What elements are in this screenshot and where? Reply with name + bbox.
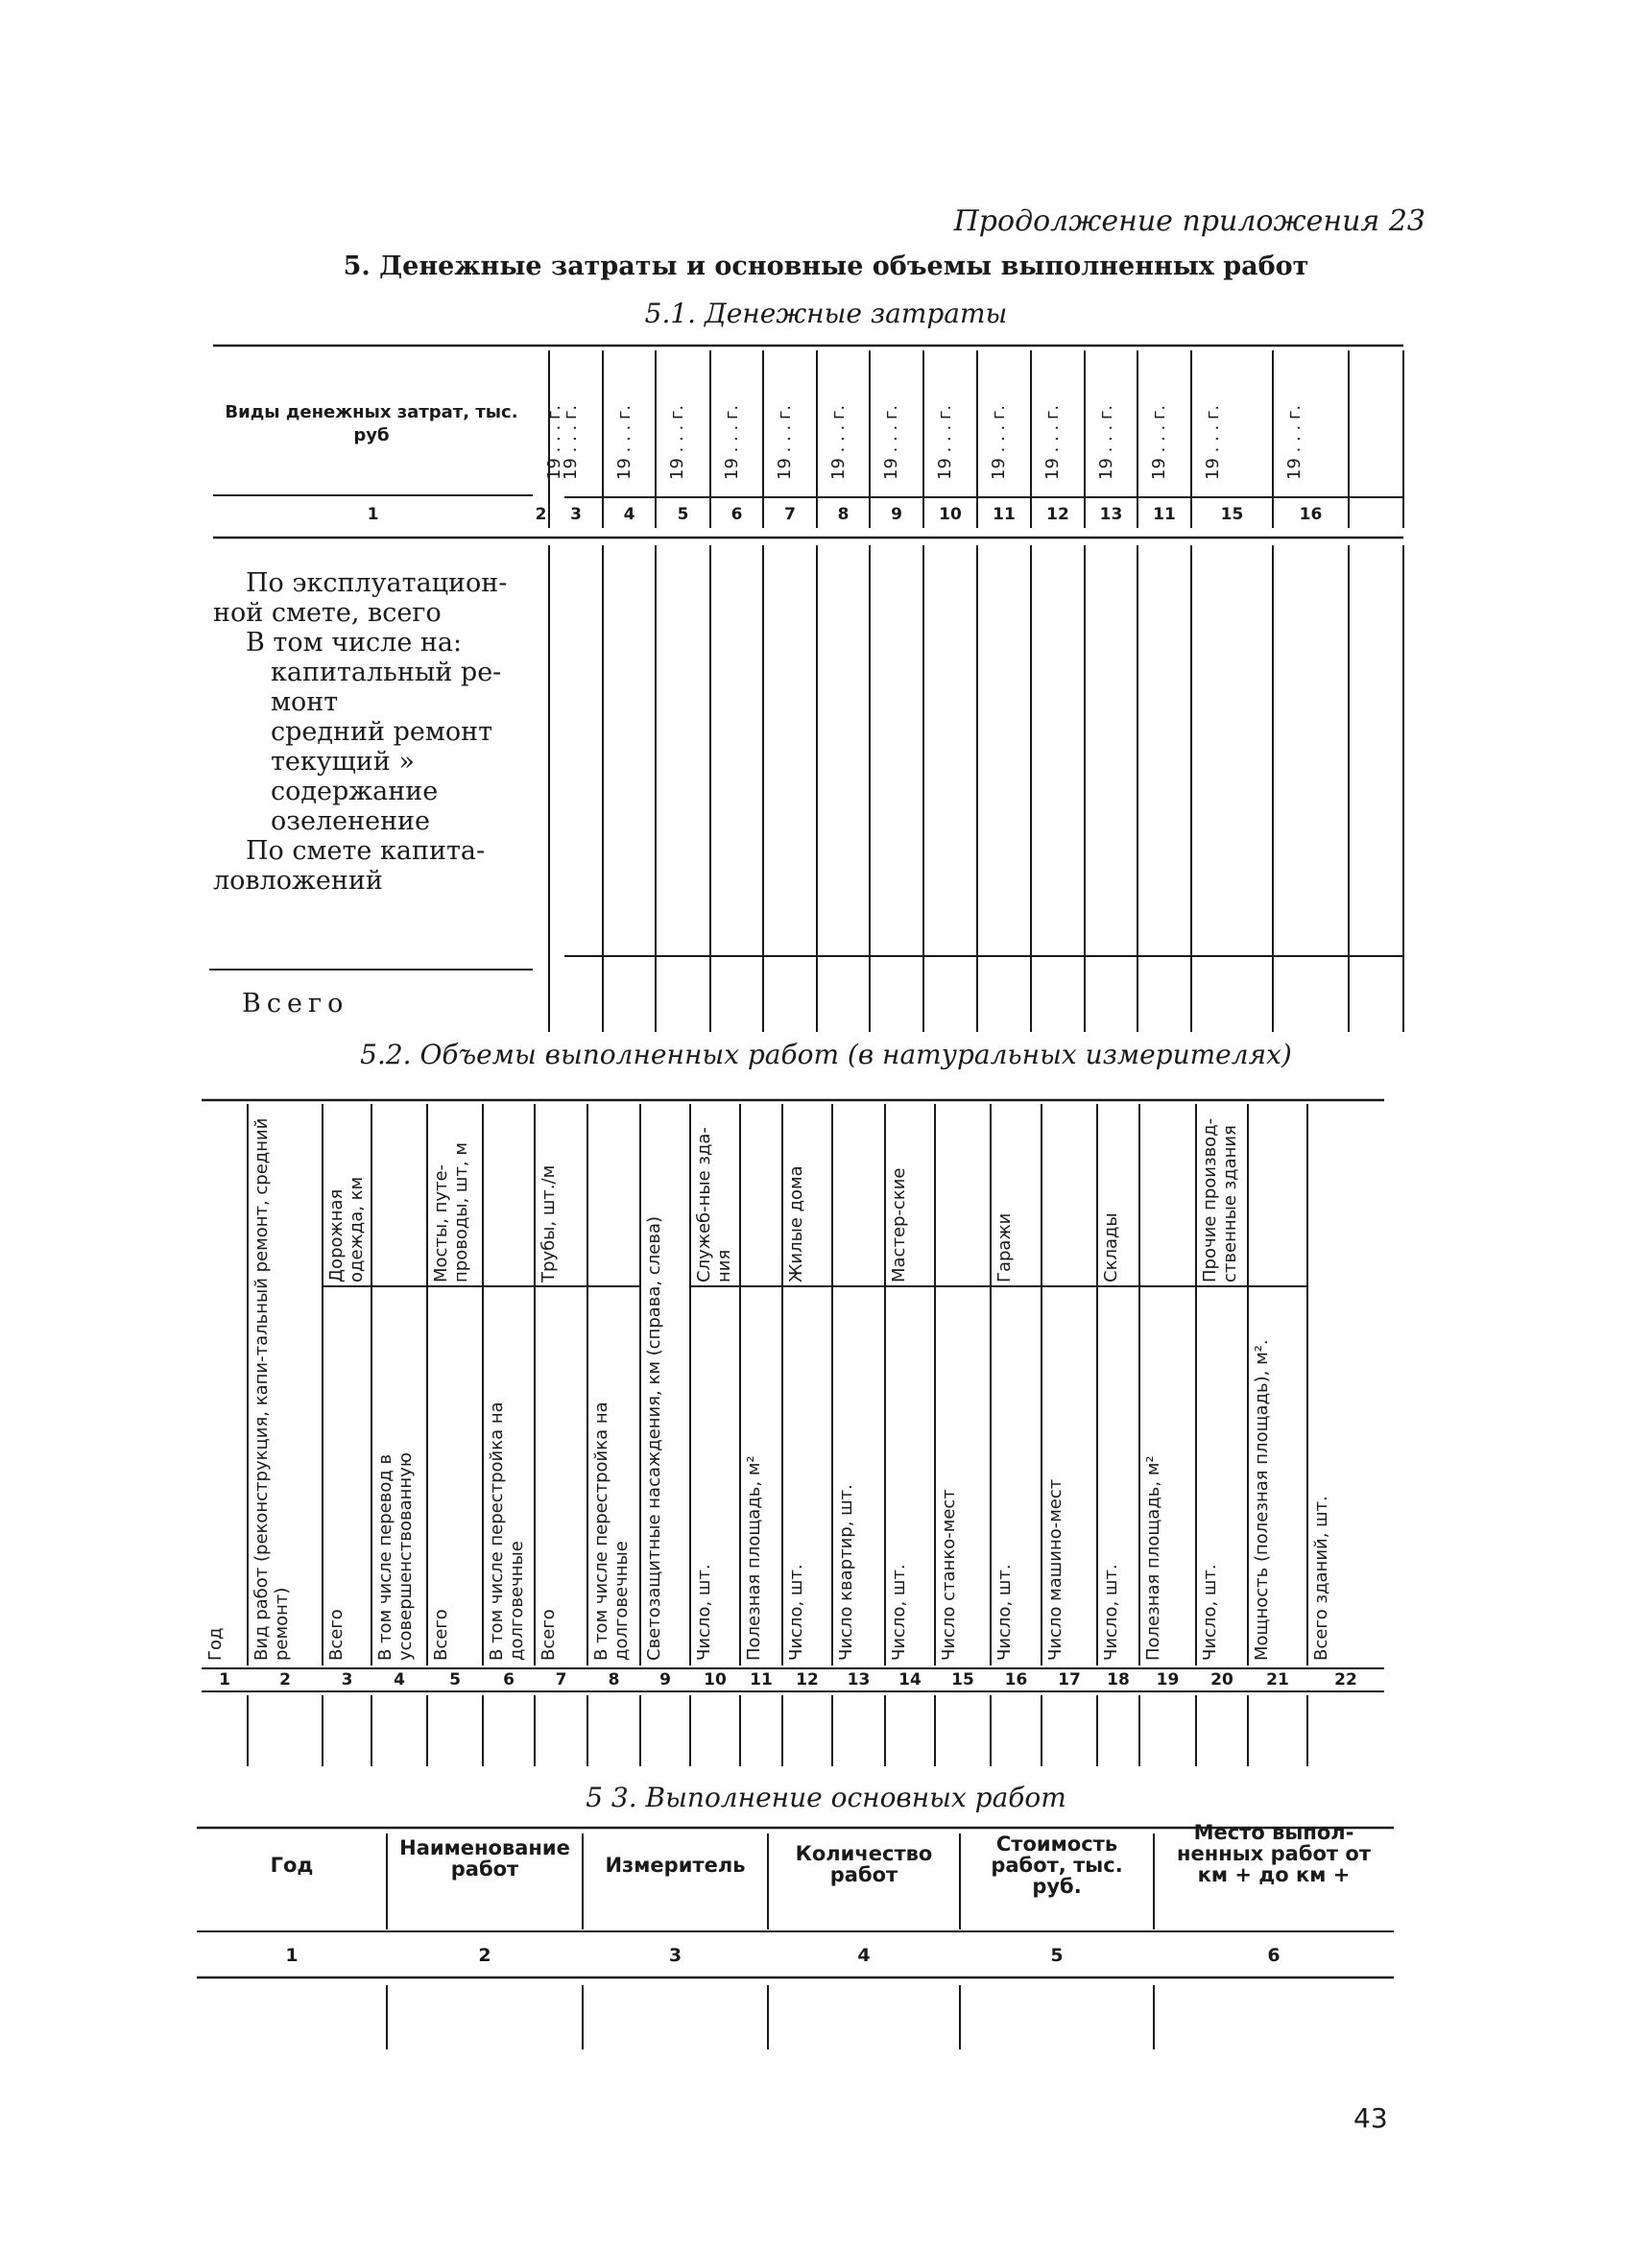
- year-column-header: 19 . . . г.: [544, 404, 564, 480]
- column-number: 6: [503, 1670, 515, 1690]
- column-number: 20: [1210, 1670, 1233, 1690]
- column-number: 4: [394, 1670, 405, 1690]
- column-number: 8: [608, 1670, 620, 1690]
- column-number: 14: [898, 1670, 922, 1690]
- money-types-header: Виды денежных затрат, тыс. руб: [225, 402, 518, 445]
- column-header: В том числе перевод в усовершенствованную: [375, 1452, 416, 1661]
- column-header: Всего: [539, 1609, 559, 1661]
- column-number: 4: [623, 505, 635, 524]
- column-number: 5: [1050, 1945, 1064, 1966]
- column-header: Число, шт.: [786, 1564, 806, 1661]
- column-number: 7: [555, 1670, 567, 1690]
- column-number: 15: [951, 1670, 974, 1690]
- column-header: Число, шт.: [1200, 1564, 1220, 1661]
- group-header: Мосты, путе-проводы, шт, м: [431, 1142, 471, 1282]
- group-header: Трубы, шт./м: [539, 1164, 559, 1282]
- subsection-title-5-2: 5.2. Объемы выполненных работ (в натуральных измерителях): [360, 1039, 1292, 1070]
- column-number: 22: [1334, 1670, 1357, 1690]
- column-header: Вид работ (реконструкция, капи-тальный ремонт, средний ремонт): [251, 1117, 292, 1661]
- row-label: монт: [271, 687, 339, 717]
- column-number: 10: [704, 1670, 727, 1690]
- year-column-header: 19 . . . г.: [1042, 404, 1063, 480]
- column-header: Число квартир, шт.: [836, 1484, 856, 1661]
- column-header: Место выпол-ненных работ от км + до км +: [1177, 1821, 1371, 1886]
- row-label: озеленение: [271, 806, 431, 836]
- column-header: Всего: [431, 1609, 451, 1661]
- group-header: Дорожная одежда, км: [326, 1176, 367, 1282]
- subsection-title-5-3: 5 3. Выполнение основных работ: [586, 1782, 1066, 1813]
- column-header: Число, шт.: [994, 1564, 1015, 1661]
- column-number: 16: [1299, 505, 1323, 524]
- year-column-header: 19 . . . г.: [667, 404, 687, 480]
- column-number: 1: [219, 1670, 230, 1690]
- column-number: 17: [1058, 1670, 1081, 1690]
- row-label: По эксплуатацион-: [246, 568, 508, 598]
- column-header: Число машино-мест: [1045, 1478, 1065, 1661]
- continuation-note: Продолжение приложения 23: [953, 204, 1425, 238]
- column-number: 19: [1156, 1670, 1180, 1690]
- row-label: В том числе на:: [246, 628, 463, 658]
- column-number: 1: [367, 505, 379, 524]
- column-number: 3: [341, 1670, 353, 1690]
- row-label: По смете капита-: [246, 836, 486, 866]
- column-number: 2: [535, 505, 547, 524]
- column-header: Наименование работ: [399, 1836, 570, 1881]
- year-column-header: 19 . . . г.: [1284, 404, 1305, 480]
- row-label: текущий »: [271, 747, 415, 777]
- page-number: 43: [1353, 2102, 1388, 2134]
- group-header: Мастер-ские: [889, 1167, 909, 1282]
- column-number: 10: [939, 505, 962, 524]
- column-header: Число, шт.: [694, 1564, 714, 1661]
- column-header: Всего: [326, 1609, 347, 1661]
- row-label: содержание: [271, 777, 439, 806]
- column-number: 2: [279, 1670, 291, 1690]
- year-column-header: 19 . . . г.: [935, 404, 955, 480]
- column-number: 4: [857, 1945, 871, 1966]
- year-column-header: 19 . . . г.: [561, 404, 581, 480]
- group-header: Склады: [1101, 1212, 1121, 1282]
- year-column-header: 19 . . . г.: [989, 404, 1009, 480]
- column-number: 5: [677, 505, 689, 524]
- group-header: Прочие производ-ственные здания: [1200, 1117, 1240, 1282]
- row-label: ловложений: [213, 866, 383, 896]
- column-number: 13: [1099, 505, 1123, 524]
- column-header: В том числе перестройка на долговечные: [591, 1402, 632, 1661]
- column-number: 11: [993, 505, 1016, 524]
- column-header: В том числе перестройка на долговечные: [487, 1402, 527, 1661]
- column-number: 21: [1266, 1670, 1289, 1690]
- year-column-header: 19 . . . г.: [1203, 404, 1223, 480]
- column-number: 2: [478, 1945, 491, 1966]
- column-header: Год: [205, 1627, 226, 1661]
- column-number: 6: [730, 505, 743, 524]
- column-header: Число, шт.: [889, 1564, 909, 1661]
- column-number: 9: [659, 1670, 671, 1690]
- column-header: Светозащитные насаждения, км (справа, слева): [644, 1216, 664, 1661]
- group-header: Служеб-ные зда-ния: [694, 1127, 734, 1282]
- year-column-header: 19 . . . г.: [881, 404, 901, 480]
- column-header: Число, шт.: [1101, 1564, 1121, 1661]
- group-header: Гаражи: [994, 1212, 1015, 1282]
- year-column-header: 19 . . . г.: [1096, 404, 1116, 480]
- section-title: 5. Денежные затраты и основные объемы выполненных работ: [343, 252, 1309, 281]
- money-types-rows: [213, 568, 530, 896]
- column-number: 9: [891, 505, 902, 524]
- year-column-header: 19 . . . г.: [614, 404, 634, 480]
- group-header: Жилые дома: [786, 1165, 806, 1282]
- column-header: Стоимость работ, тыс. руб.: [991, 1833, 1123, 1898]
- column-header: Количество работ: [795, 1842, 933, 1886]
- column-number: 5: [449, 1670, 461, 1690]
- column-number: 8: [837, 505, 850, 524]
- column-number: 16: [1004, 1670, 1028, 1690]
- row-label: капитальный ре-: [271, 658, 502, 687]
- row-label: ной смете, всего: [213, 598, 442, 628]
- column-number: 3: [668, 1945, 682, 1966]
- column-header: Мощность (полезная площадь), м².: [1252, 1339, 1272, 1661]
- column-header: Всего зданий, шт.: [1311, 1496, 1331, 1661]
- column-number: 11: [1153, 505, 1176, 524]
- total-row-label: Всего: [242, 989, 349, 1019]
- column-number: 7: [784, 505, 796, 524]
- column-number: 18: [1107, 1670, 1130, 1690]
- column-header: Полезная площадь, м²: [1143, 1455, 1163, 1661]
- column-header: Измеритель: [605, 1854, 746, 1877]
- column-number: 12: [796, 1670, 819, 1690]
- row-label: средний ремонт: [271, 717, 493, 747]
- column-number: 15: [1220, 505, 1244, 524]
- column-number: 3: [570, 505, 582, 524]
- column-number: 12: [1046, 505, 1069, 524]
- subsection-title-5-1: 5.1. Денежные затраты: [644, 298, 1008, 329]
- column-number: 11: [750, 1670, 773, 1690]
- column-header: Полезная площадь, м²: [744, 1455, 764, 1661]
- column-header: Год: [270, 1854, 314, 1877]
- year-column-header: 19 . . . г.: [828, 404, 849, 480]
- column-number: 13: [847, 1670, 871, 1690]
- year-column-header: 19 . . . г.: [1149, 404, 1169, 480]
- year-column-header: 19 . . . г.: [775, 404, 795, 480]
- column-header: Число станко-мест: [939, 1489, 959, 1661]
- column-number: 1: [285, 1945, 299, 1966]
- year-column-header: 19 . . . г.: [722, 404, 742, 480]
- column-number: 6: [1267, 1945, 1281, 1966]
